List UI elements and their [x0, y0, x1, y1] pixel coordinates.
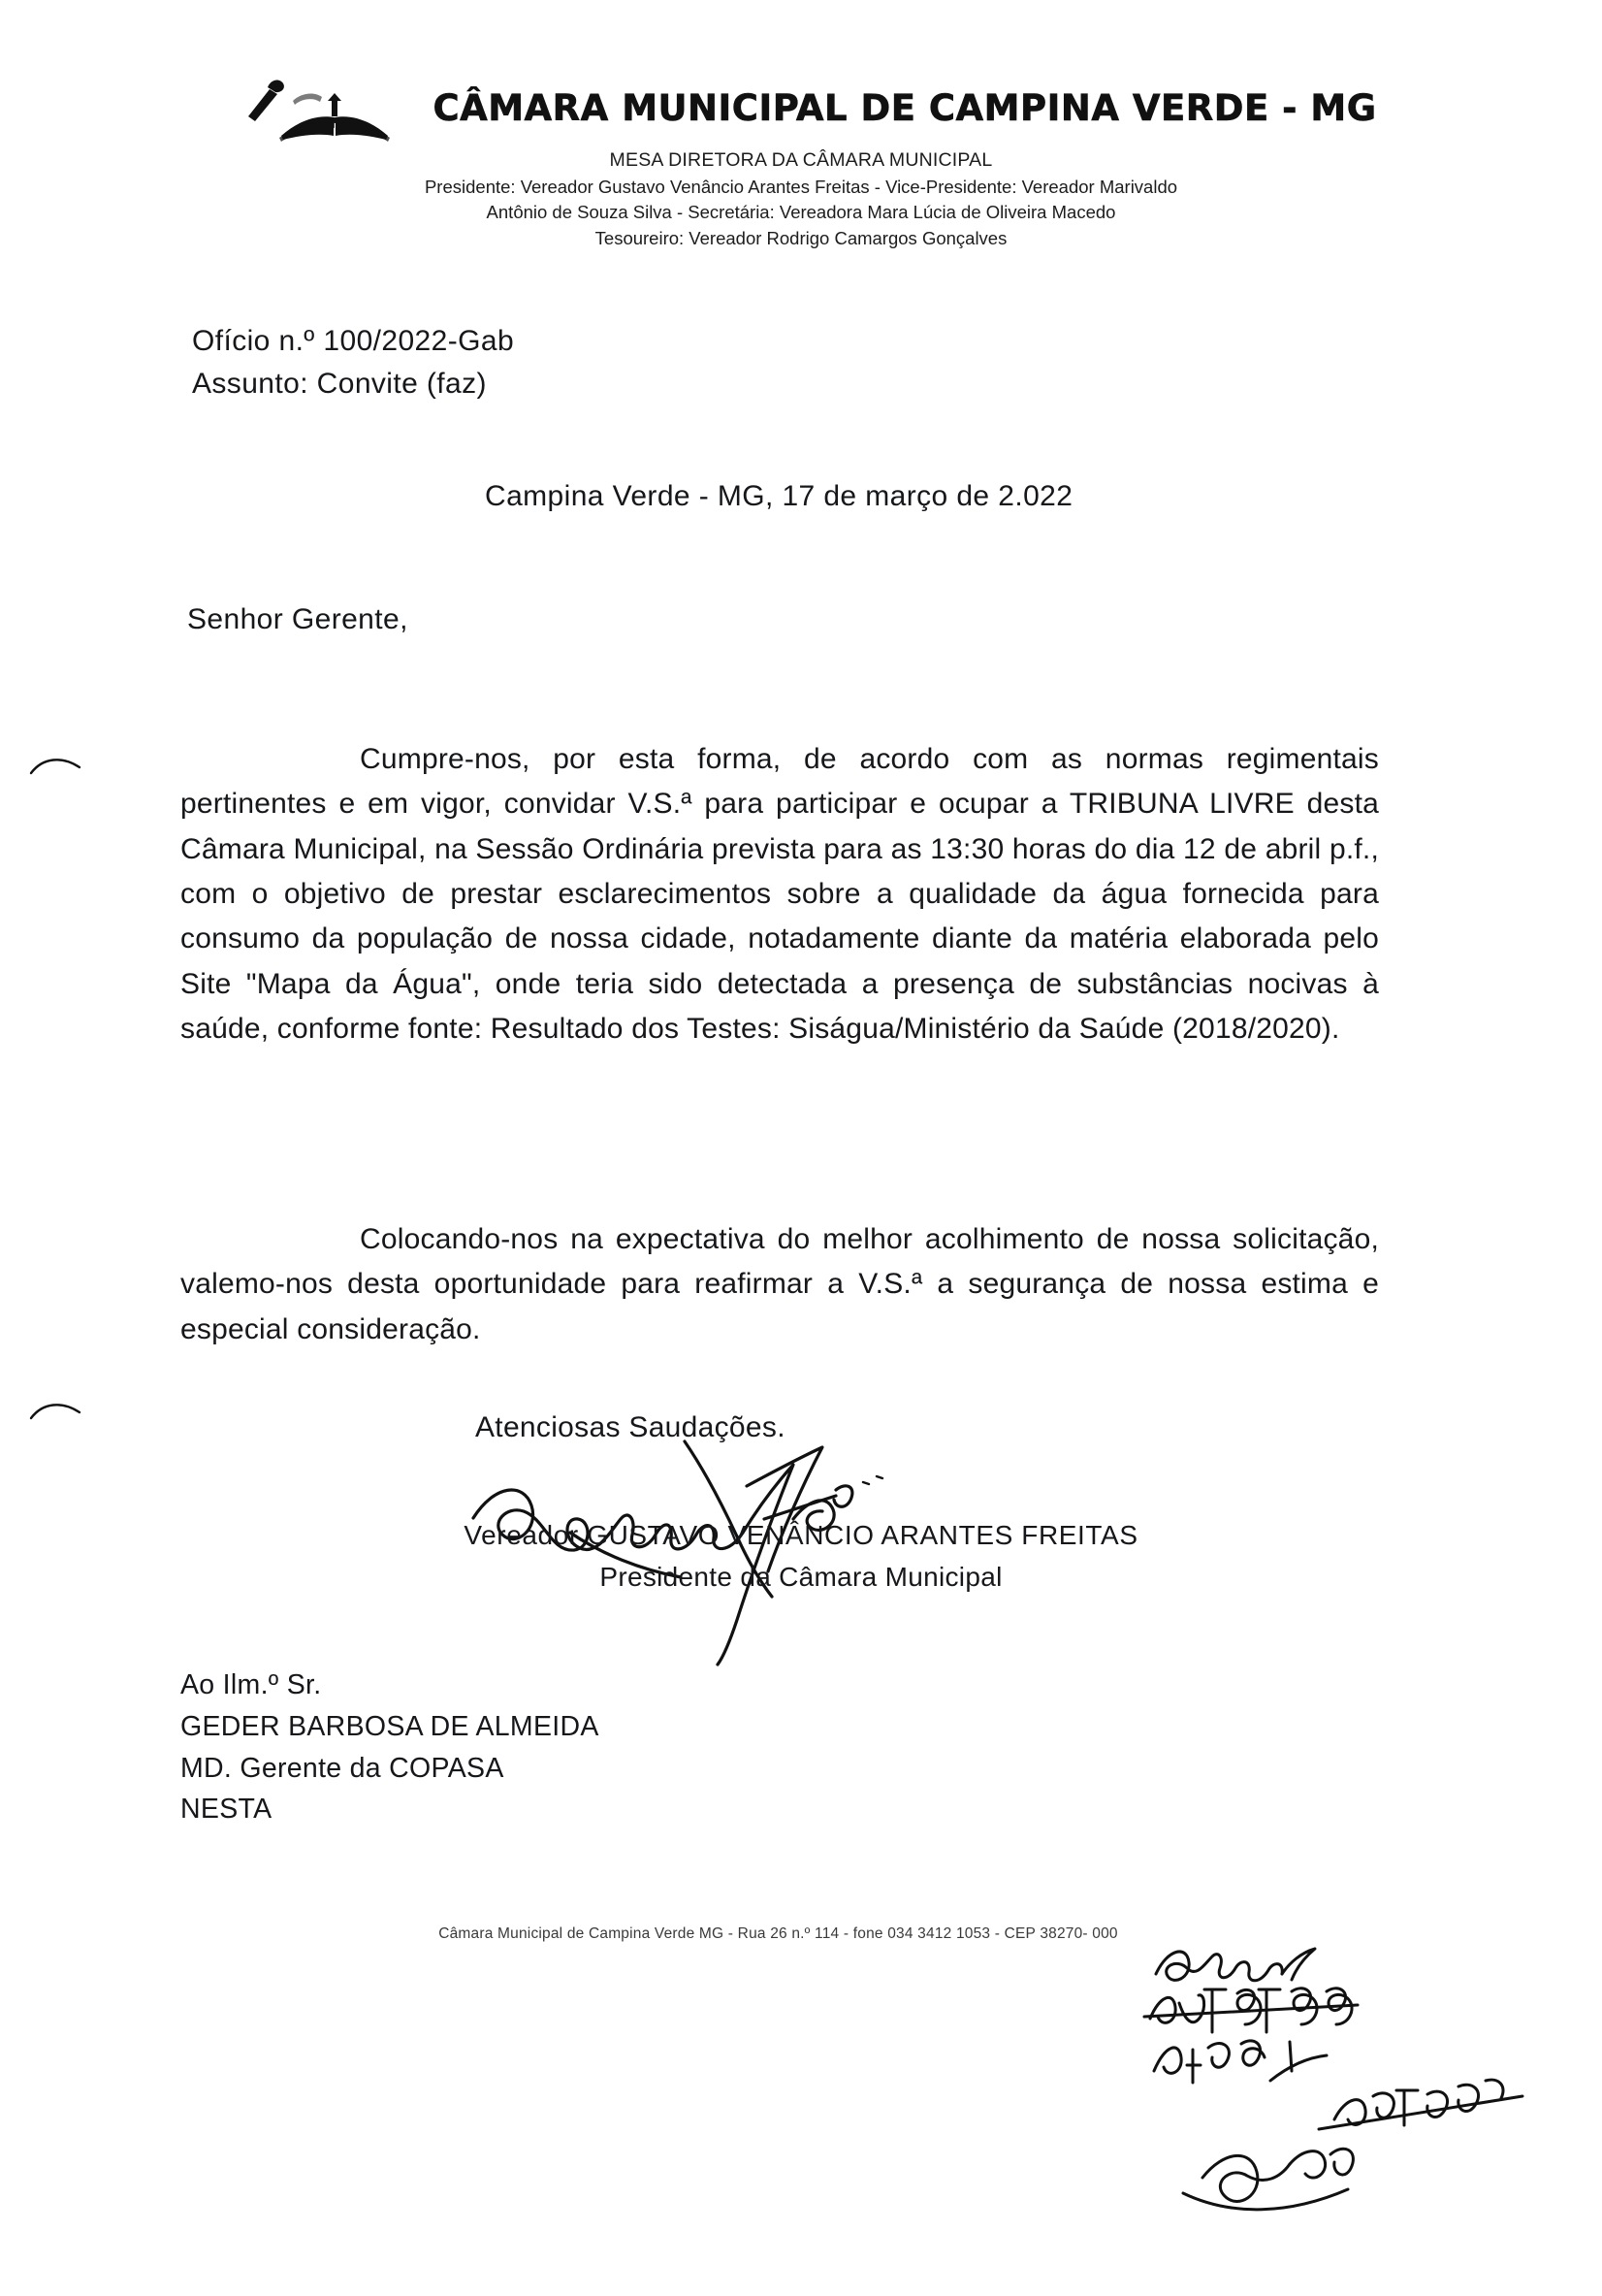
- handwritten-received-annotation-icon: [1144, 1935, 1552, 2255]
- signatory-role: Presidente da Câmara Municipal: [599, 1561, 1003, 1592]
- body-paragraph-1-text: Cumpre-nos, por esta forma, de acordo com as normas regimentais pertinentes e em vigor, convidar V.S.ª para participar e ocupar a TRIBUNA LIVRE desta Câmara Municipal, na Sessão Ordinária prevista para as 13:30 horas do dia 12 de abril p.f., com o objetivo de prestar esclarecimentos sobre a qualidade da água fornecida para consumo da população de nossa cidade, notadamente diante da matéria elaborada pelo Site "Mapa da Água", onde teria sido detectada a presença de substâncias nocivas à saúde, conforme fonte: Resultado dos Testes: Siságua/Ministério da Saúde (2018/2020).: [180, 743, 1379, 1046]
- organization-title: CÂMARA MUNICIPAL DE CAMPINA VERDE - MG: [433, 86, 1377, 129]
- reference-block: [192, 320, 514, 405]
- recipient-block: [180, 1665, 599, 1830]
- closing-line: Atenciosas Saudações.: [475, 1411, 785, 1443]
- recipient-line-4: NESTA: [180, 1794, 272, 1826]
- recipient-line-2: GEDER BARBOSA DE ALMEIDA: [180, 1710, 599, 1742]
- margin-pen-mark-icon: [29, 752, 87, 781]
- open-book-with-torch-emblem-icon: [225, 72, 419, 144]
- oficio-number: Ofício n.º 100/2022-Gab: [192, 325, 515, 357]
- board-members-line-1: Presidente: Vereador Gustavo Venâncio Arantes Freitas - Vice-Presidente: Vereador Marivaldo: [424, 177, 1178, 197]
- board-members-line-2: Antônio de Souza Silva - Secretária: Vereadora Mara Lúcia de Oliveira Macedo: [486, 202, 1116, 223]
- salutation: Senhor Gerente,: [187, 603, 408, 635]
- body-paragraph-1: [180, 737, 1379, 1051]
- margin-pen-mark-icon: [29, 1397, 87, 1426]
- recipient-line-3: MD. Gerente da COPASA: [180, 1752, 504, 1784]
- body-paragraph-2-text: Colocando-nos na expectativa do melhor acolhimento de nossa solicitação, valemo-nos desta oportunidade para reafirmar a V.S.ª a segurança de nossa estima e especial consideração.: [180, 1223, 1379, 1345]
- body-paragraph-2: [180, 1217, 1379, 1352]
- document-header: [0, 72, 1602, 251]
- board-members: [316, 175, 1286, 251]
- board-members-line-3: Tesoureiro: Vereador Rodrigo Camargos Gonçalves: [594, 227, 1008, 248]
- date-line: Campina Verde - MG, 17 de março de 2.022: [485, 480, 1073, 512]
- recipient-line-1: Ao Ilm.º Sr.: [180, 1669, 322, 1700]
- subject-line: Assunto: Convite (faz): [192, 368, 487, 401]
- footer-address: Câmara Municipal de Campina Verde MG - Rua 26 n.º 114 - fone 034 3412 1053 - CEP 38270- 000: [438, 1925, 1118, 1942]
- signatory-name: Vereador GUSTAVO VENÂNCIO ARANTES FREITAS: [464, 1520, 1138, 1550]
- signature-block: [0, 1515, 1602, 1598]
- board-label: MESA DIRETORA DA CÂMARA MUNICIPAL: [609, 149, 993, 171]
- header-title-row: [0, 72, 1602, 144]
